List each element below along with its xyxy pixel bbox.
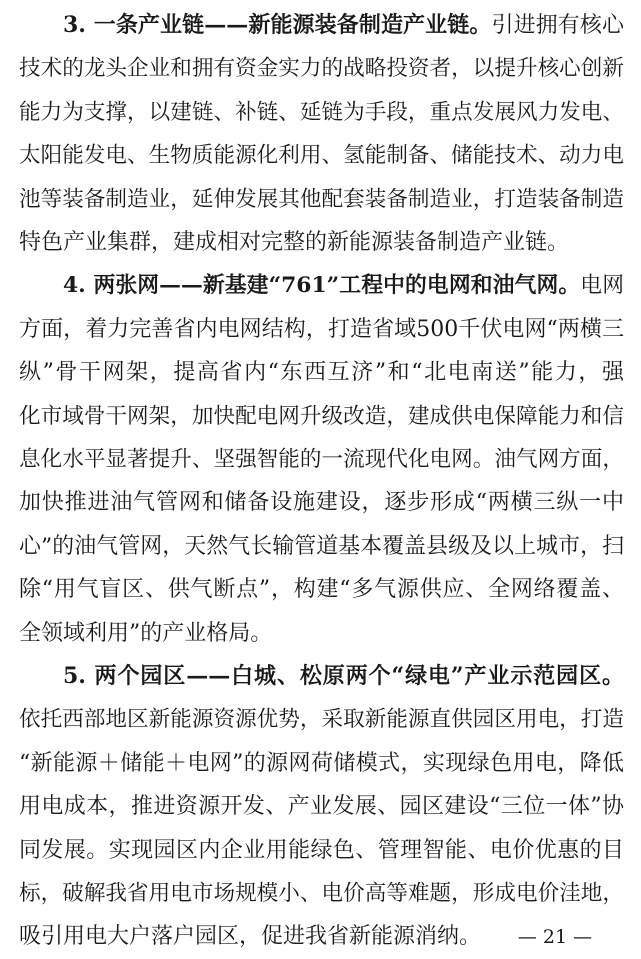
section-5-line-5: 标，破解我省用电市场规模小、电价高等难题，形成电价洼地，	[19, 881, 624, 906]
section-4-line-8: 除“用气盲区、供气断点”，构建“多气源供应、全网络覆盖、	[19, 577, 624, 603]
section-4-line-5: 息化水平显著提升、坚强智能的一流现代化电网。油气网方面，	[19, 447, 624, 472]
section-5-line-2: “新能源＋储能＋电网”的源网荷储模式，实现绿色用电，降低	[19, 750, 624, 776]
section-5-line-6: 吸引用电大户落户园区，促进我省新能源消纳。	[19, 924, 482, 950]
section-3-heading: 3. 一条产业链——新能源装备制造产业链。	[63, 12, 492, 38]
section-4-line-7: 心”的油气管网，天然气长输管道基本覆盖县级及以上城市，扫	[19, 533, 624, 559]
section-3-line-3: 能力为支撑，以建链、补链、延链为手段，重点发展风力发电、	[19, 99, 624, 125]
section-3-line-6: 特色产业集群，建成相对完整的新能源装备制造产业链。	[19, 230, 570, 255]
section-4-line-6: 加快推进油气管网和储备设施建设，逐步形成“两横三纵一中	[19, 490, 624, 516]
section-5-line-3: 用电成本，推进资源开发、产业发展、园区建设“三位一体”协	[19, 794, 624, 820]
section-3-line-2: 技术的龙头企业和拥有资金实力的战略投资者，以提升核心创新	[19, 56, 624, 82]
section-3-first-line	[63, 4, 624, 47]
section-4-line-4: 化市域骨干网架，加快配电网升级改造，建成供电保障能力和信	[19, 403, 624, 429]
section-5-line-4: 同发展。实现园区内企业用能绿色、管理智能、电价优惠的目	[19, 837, 624, 863]
section-5-line-1: 依托西部地区新能源资源优势，采取新能源直供园区用电，打造	[19, 707, 624, 733]
section-4-line-1: 电网	[580, 273, 624, 299]
section-5-heading: 5. 两个园区——白城、松原两个“绿电”产业示范园区。	[63, 663, 624, 689]
section-4-line-2: 方面，着力完善省内电网结构，打造省域500千伏电网“两横三	[19, 316, 624, 342]
section-3-line-4: 太阳能发电、生物质能源化利用、氢能制备、储能技术、动力电	[19, 143, 624, 169]
section-3-line-5: 池等装备制造业，延伸发展其他配套装备制造业，打造装备制造	[19, 186, 624, 212]
section-3-line-1: 引进拥有核心	[491, 13, 624, 38]
section-5-heading-line	[63, 655, 624, 698]
section-4-first-line	[63, 264, 624, 307]
page-number: — 21 —	[517, 926, 593, 948]
section-4-line-9: 全领域利用”的产业格局。	[19, 620, 273, 646]
section-4-heading: 4. 两张网——新基建“761”工程中的电网和油气网。	[63, 273, 581, 299]
section-4-line-3: 纵”骨干网架，提高省内“东西互济”和“北电南送”能力，强	[19, 360, 624, 386]
